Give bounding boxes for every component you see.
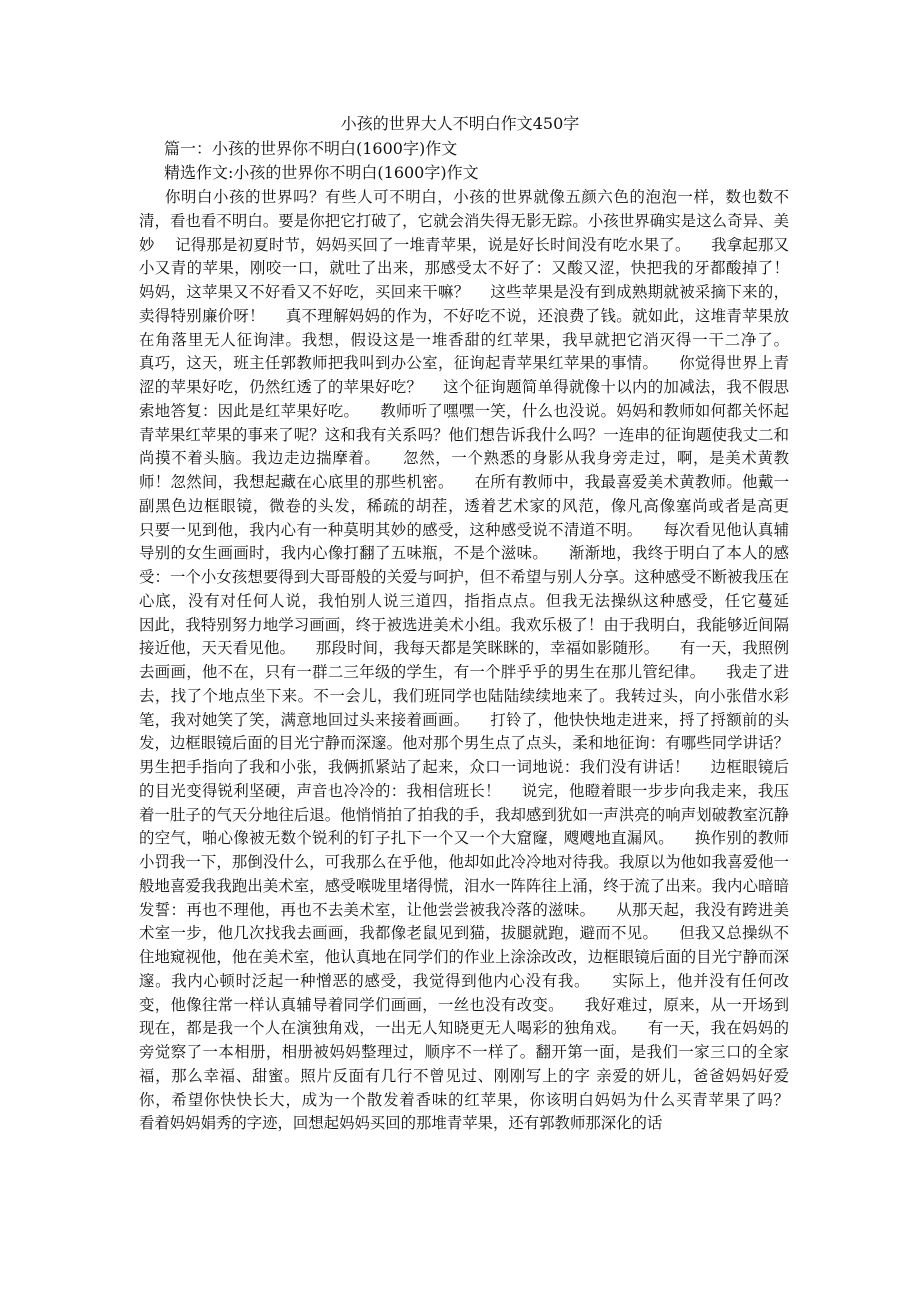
chapter-heading: 篇一：小孩的世界你不明白(1600字)作文 <box>164 139 458 158</box>
essay-body: 你明白小孩的世界吗？有些人可不明白，小孩的世界就像五颜六色的泡泡一样，数也数不清，看也看不明白。要是你把它打破了，它就会消失得无影无踪。小孩世界确实是这么奇异、美妙 记得那是初夏时节，妈妈买回了一堆青苹果，说是好长时间没有吃水果了。 我拿起那又小又青的苹果，刚咬一口，就吐了出来，那感受太不好了：又酸又涩，快把我的牙都酸掉了！ 妈妈，这苹果又不好看又不好吃，买回来干嘛？ 这些苹果是没有到成熟期就被采摘下来的，卖得特别廉价呀！ 真不理解妈妈的作为，不好吃不说，还浪费了钱。就如此，这堆青苹果放在角落里无人征询津。我想，假设这是一堆香甜的红苹果，我早就把它消灭得一干二净了。 真巧，这天，班主任郭教师把我叫到办公室，征询起青苹果红苹果的事情。 你觉得世界上青涩的苹果好吃，仍然红透了的苹果好吃？ 这个征询题简单得就像十以内的加减法，我不假思索地答复：因此是红苹果好吃。 教师听了嘿嘿一笑，什么也没说。妈妈和教师如何都关怀起青苹果红苹果的事来了呢？这和我有关系吗？他们想告诉我什么吗？一连串的征询题使我丈二和尚摸不着头脑。我边走边揣摩着。 忽然，一个熟悉的身影从我身旁走过，啊，是美术黄教师！忽然间，我想起藏在心底里的那些机密。 在所有教师中，我最喜爱美术黄教师。他戴一副黑色边框眼镜，微卷的头发，稀疏的胡茬，透着艺术家的风范，像凡高像塞尚或者是高更 只要一见到他，我内心有一种莫明其妙的感受，这种感受说不清道不明。 每次看见他认真辅导别的女生画画时，我内心像打翻了五味瓶，不是个滋味。 渐渐地，我终于明白了本人的感受：一个小女孩想要得到大哥哥般的关爱与呵护，但不希望与别人分享。这种感受不断被我压在心底，没有对任何人说，我怕别人说三道四，指指点点。但我无法操纵这种感受，任它蔓延 因此，我特别努力地学习画画，终于被选进美术小组。我欢乐极了！由于我明白，我能够近间隔接近他，天天看见他。 那段时间，我每天都是笑眯眯的，幸福如影随形。 有一天，我照例去画画，他不在，只有一群二三年级的学生，有一个胖乎乎的男生在那儿管纪律。 我走了进去，找了个地点坐下来。不一会儿，我们班同学也陆陆续续地来了。我转过头，向小张借水彩笔，我对她笑了笑，满意地回过头来接着画画。 打铃了，他快快地走进来，捋了捋额前的头发，边框眼镜后面的目光宁静而深邃。他对那个男生点了点头，柔和地征询：有哪些同学讲话？男生把手指向了我和小张，我俩抓紧站了起来，众口一词地说：我们没有讲话！ 边框眼镜后的目光变得锐利坚硬，声音也冷冷的：我相信班长！ 说完，他瞪着眼一步步向我走来，我压着一肚子的气天分地往后退。他悄悄拍了拍我的手，我却感到犹如一声洪亮的响声划破教室沉静的空气，啪心像被无数个锐利的钉子扎下一个又一个大窟窿，飕飕地直漏风。 换作别的教师小罚我一下，那倒没什么，可我那么在乎他，他却如此冷冷地对待我。我原以为他如我喜爱他一般地喜爱我我跑出美术室，感受喉咙里堵得慌，泪水一阵阵往上涌，终于流了出来。我内心暗暗发誓：再也不理他，再也不去美术室，让他尝尝被我冷落的滋味。 从那天起，我没有跨进美术室一步，他几次找我去画画，我都像老鼠见到猫，拔腿就跑，避而不见。 但我又总操纵不住地窥视他，他在美术室，他认真地在同学们的作业上涂涂改改，边框眼镜后面的目光宁静而深邃。我内心顿时泛起一种憎恶的感受，我觉得到他内心没有我。 实际上，他并没有任何改变，他像往常一样认真辅导着同学们画画，一丝也没有改变。 我好难过，原来，从一开场到现在，都是我一个人在演独角戏，一出无人知晓更无人喝彩的独角戏。 有一天，我在妈妈的旁觉察了一本相册，相册被妈妈整理过，顺序不一样了。翻开第一面，是我们一家三口的全家福，那么幸福、甜蜜。照片反面有几行不曾见过、刚刚写上的字 亲爱的妍儿，爸爸妈妈好爱你，希望你快快长大，成为一个散发着香味的红苹果，你该明白妈妈为什么买青苹果了吗？ 看着妈妈娟秀的字迹，回想起妈妈买回的那堆青苹果，还有郭教师那深化的话 <box>139 188 809 1133</box>
document-title: 小孩的世界大人不明白作文450字 <box>340 114 580 133</box>
essay-subheading: 精选作文:小孩的世界你不明白(1600字)作文 <box>164 163 479 182</box>
